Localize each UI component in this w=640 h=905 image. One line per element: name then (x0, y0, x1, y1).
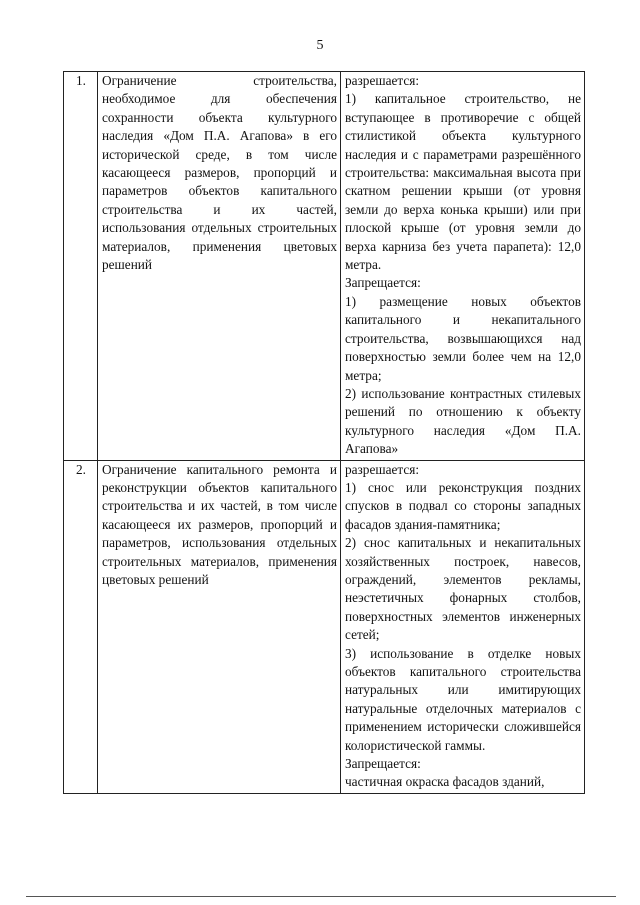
restrictions-table (63, 71, 585, 794)
table-row (64, 72, 585, 461)
rule-line: 1) размещение новых объектов капитального и некапитального строительства, возвышающихся над поверхностью земли более чем на 12,0 метра; (345, 293, 581, 383)
rule-line: разрешается: (345, 461, 420, 477)
rule-line: 2) использование контрастных стилевых решений по отношению к объекту культурного наследия «Дом П.А. Агапова» (345, 385, 581, 457)
restriction-rules (341, 460, 585, 793)
restriction-description: Ограничение строительства, необходимое для обеспечения сохранности объекта культурного наследия «Дом П.А. Агапова» в его исторической среде, в том числе касающееся размеров, пропорций и параметров объектов капитального строительства и их частей, использования отдельных строительных материалов, применения цветовых решений (98, 72, 341, 461)
row-number: 2. (64, 460, 98, 793)
restriction-rules (341, 72, 585, 461)
rule-line: 1) снос или реконструкция поздних спусков в подвал со стороны западных фасадов здания-памятника; (345, 479, 581, 532)
row-number: 1. (64, 72, 98, 461)
rule-line: 2) снос капитальных и некапитальных хозяйственных построек, навесов, ограждений, элементов рекламы, неэстетичных фонарных столбов, поверхностных элементов инженерных сетей; (345, 535, 581, 643)
rule-line: Запрещается: (345, 756, 421, 772)
rule-line: Запрещается: (345, 275, 421, 291)
page-number: 5 (316, 38, 324, 53)
rule-line: 3) использование в отделке новых объектов капитального строительства натуральных или имитирующих натуральные отделочных материалов с применением исторически сложившейся колористической гаммы. (345, 645, 581, 753)
footer-rule (26, 896, 616, 897)
rule-line: 1) капитальное строительство, не вступающее в противоречие с общей стилистикой объекта культурного наследия и с параметрами разрешённого строительства: максимальная высота при скатном решении крыши (от уровня земли до верха конька крыши) или при плоской крыше (от уровня земли до верха карниза без учета парапета): 12,0 метра. (345, 91, 581, 273)
restriction-description: Ограничение капитального ремонта и реконструкции объектов капитального строительства и их частей, в том числе касающееся их размеров, пропорций и параметров, использования отдельных строительных материалов, применения цветовых решений (98, 460, 341, 793)
table-row (64, 460, 585, 793)
rule-line: частичная окраска фасадов зданий, (345, 774, 545, 790)
rule-line: разрешается: (345, 73, 420, 88)
